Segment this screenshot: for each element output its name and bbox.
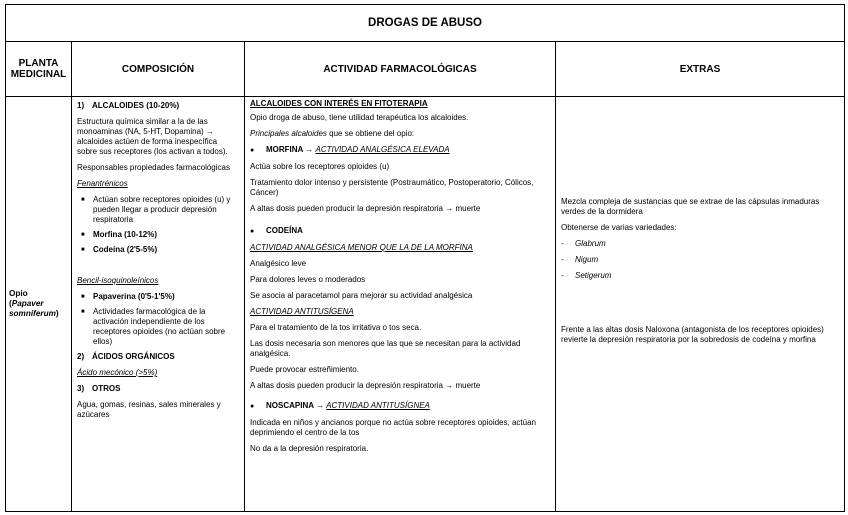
actividad-cell bbox=[245, 97, 556, 512]
actividad-p1: Opio droga de abuso, tiene utilidad terapéutica los alcaloides. bbox=[250, 113, 469, 122]
morfina-label: MORFINA → bbox=[266, 145, 314, 154]
square-bullet-icon: ■ bbox=[81, 247, 85, 253]
planta-latin: Papaver somniferum bbox=[9, 299, 56, 318]
header-extras: EXTRAS bbox=[556, 42, 845, 97]
square-bullet-icon: ■ bbox=[81, 197, 85, 203]
codeina-label: CODEÍNA bbox=[266, 226, 303, 235]
noscapina-line-2: No da a la depresión respiratoria. bbox=[250, 444, 369, 453]
extras-p1: Mezcla compleja de sustancias que se extrae de las cápsulas inmaduras verdes de la dormidera bbox=[561, 197, 820, 216]
square-bullet-icon: ■ bbox=[81, 309, 85, 315]
s3-number: 3) bbox=[77, 384, 85, 393]
antitus-line-4: A altas dosis pueden producir la depresión respiratoria → muerte bbox=[250, 381, 481, 390]
s2-number: 2) bbox=[77, 352, 85, 361]
codeina-line-1: Analgésico leve bbox=[250, 259, 307, 268]
antitus-line-1: Para el tratamiento de la tos irritativa o tos seca. bbox=[250, 323, 422, 332]
planta-open-paren: ( bbox=[9, 299, 12, 308]
actividad-p2-rest: que se obtiene del opio: bbox=[326, 129, 415, 138]
noscapina-line-1: Indicada en niños y ancianos porque no actúa sobre receptores opioides, actúan deprimiendo el centro de la tos bbox=[250, 418, 536, 437]
codeina-activity: ACTIVIDAD ANALGÉSICA MENOR QUE LA DE LA MORFINA bbox=[250, 243, 473, 252]
antitus-line-3: Puede provocar estreñimiento. bbox=[250, 365, 359, 374]
drug-table bbox=[5, 4, 845, 512]
header-actividad: ACTIVIDAD FARMACOLÓGICAS bbox=[245, 42, 556, 97]
planta-cell bbox=[6, 97, 72, 512]
composicion-cell bbox=[72, 97, 245, 512]
codeina-line-2: Para dolores leves o moderados bbox=[250, 275, 366, 284]
extras-cell bbox=[556, 97, 845, 512]
antitus-line-2: Las dosis necesaria son menores que las que se necesitan para la actividad analgésica. bbox=[250, 339, 521, 358]
actividad-p2-italic: Principales alcaloides bbox=[250, 129, 327, 138]
table-title: DROGAS DE ABUSO bbox=[6, 5, 845, 42]
s2-paragraph: Ácido mecónico (>5%) bbox=[77, 368, 158, 377]
s1-title: ALCALOIDES (10-20%) bbox=[92, 101, 180, 110]
s3-paragraph: Agua, gomas, resinas, sales minerales y azúcares bbox=[77, 400, 221, 419]
dash-bullet-icon: - bbox=[561, 239, 564, 248]
morfina-line-1: Actúa sobre los receptores opioides (u) bbox=[250, 162, 390, 171]
list-item: - Nigum bbox=[561, 255, 599, 264]
list-item: - Glabrum bbox=[561, 239, 606, 248]
morfina-line-2: Tratamiento dolor intenso y persistente (Postraumático, Postoperatorio, Cólicos, Cáncer) bbox=[250, 178, 534, 197]
bullet-icon: ● bbox=[250, 147, 255, 154]
antitusigena-label: ACTIVIDAD ANTITUSÍGENA bbox=[250, 307, 354, 316]
noscapina-label: NOSCAPINA → bbox=[266, 401, 324, 410]
s1-paragraph-2: Responsables propiedades farmacológicas bbox=[77, 163, 230, 172]
header-planta: PLANTA MEDICINAL bbox=[6, 42, 72, 97]
bencil-label: Bencil-isoquinoleínicos bbox=[77, 276, 159, 285]
s1-number: 1) bbox=[77, 101, 85, 110]
square-bullet-icon: ■ bbox=[81, 232, 85, 238]
bullet-icon: ● bbox=[250, 403, 255, 410]
dash-bullet-icon: - bbox=[561, 271, 564, 280]
extras-p3: Frente a las altas dosis Naloxona (antagonista de los receptores opioides) revierte la depresión respiratoria por la sobredosis de codeína y morfina bbox=[561, 325, 824, 344]
list-item: ■ Actividades farmacológica de la activación independiente de los receptores opioides (no actúan sobre ellos) bbox=[81, 307, 226, 346]
fenantrenicos-label: Fenantrénicos bbox=[77, 179, 128, 188]
planta-name: Opio bbox=[9, 289, 28, 298]
noscapina-activity: ACTIVIDAD ANTITUSÍGNEA bbox=[326, 401, 430, 410]
codeina-line-3: Se asocia al paracetamol para mejorar su actividad analgésica bbox=[250, 291, 473, 300]
actividad-heading: ALCALOIDES CON INTERÉS EN FITOTERAPIA bbox=[250, 99, 428, 108]
list-item: ■ Codeína (2'5-5%) bbox=[81, 245, 158, 254]
square-bullet-icon: ■ bbox=[81, 294, 85, 300]
list-item: ■ Actúan sobre receptores opioides (u) y pueden llegar a producir depresión respiratoria bbox=[81, 195, 231, 224]
bullet-icon: ● bbox=[250, 228, 255, 235]
list-item: - Setigerum bbox=[561, 271, 612, 280]
dash-bullet-icon: - bbox=[561, 255, 564, 264]
header-composicion: COMPOSICIÓN bbox=[72, 42, 245, 97]
s1-paragraph-1: Estructura química similar a la de las monoaminas (NA, 5-HT, Dopamina) → alcaloides actúen de forma inespecífica sobre sus receptores (los activan a todos). bbox=[77, 117, 228, 156]
s2-title: ÁCIDOS ORGÁNICOS bbox=[92, 352, 175, 361]
extras-p2: Obtenerse de varias variedades: bbox=[561, 223, 677, 232]
planta-close-paren: ) bbox=[55, 309, 59, 318]
s3-title: OTROS bbox=[92, 384, 121, 393]
morfina-line-3: A altas dosis pueden producir la depresión respiratoria → muerte bbox=[250, 204, 481, 213]
list-item: ■ Papaverina (0'5-1'5%) bbox=[81, 292, 175, 301]
morfina-activity: ACTIVIDAD ANALGÉSICA ELEVADA bbox=[315, 145, 450, 154]
list-item: ■ Morfina (10-12%) bbox=[81, 230, 158, 239]
